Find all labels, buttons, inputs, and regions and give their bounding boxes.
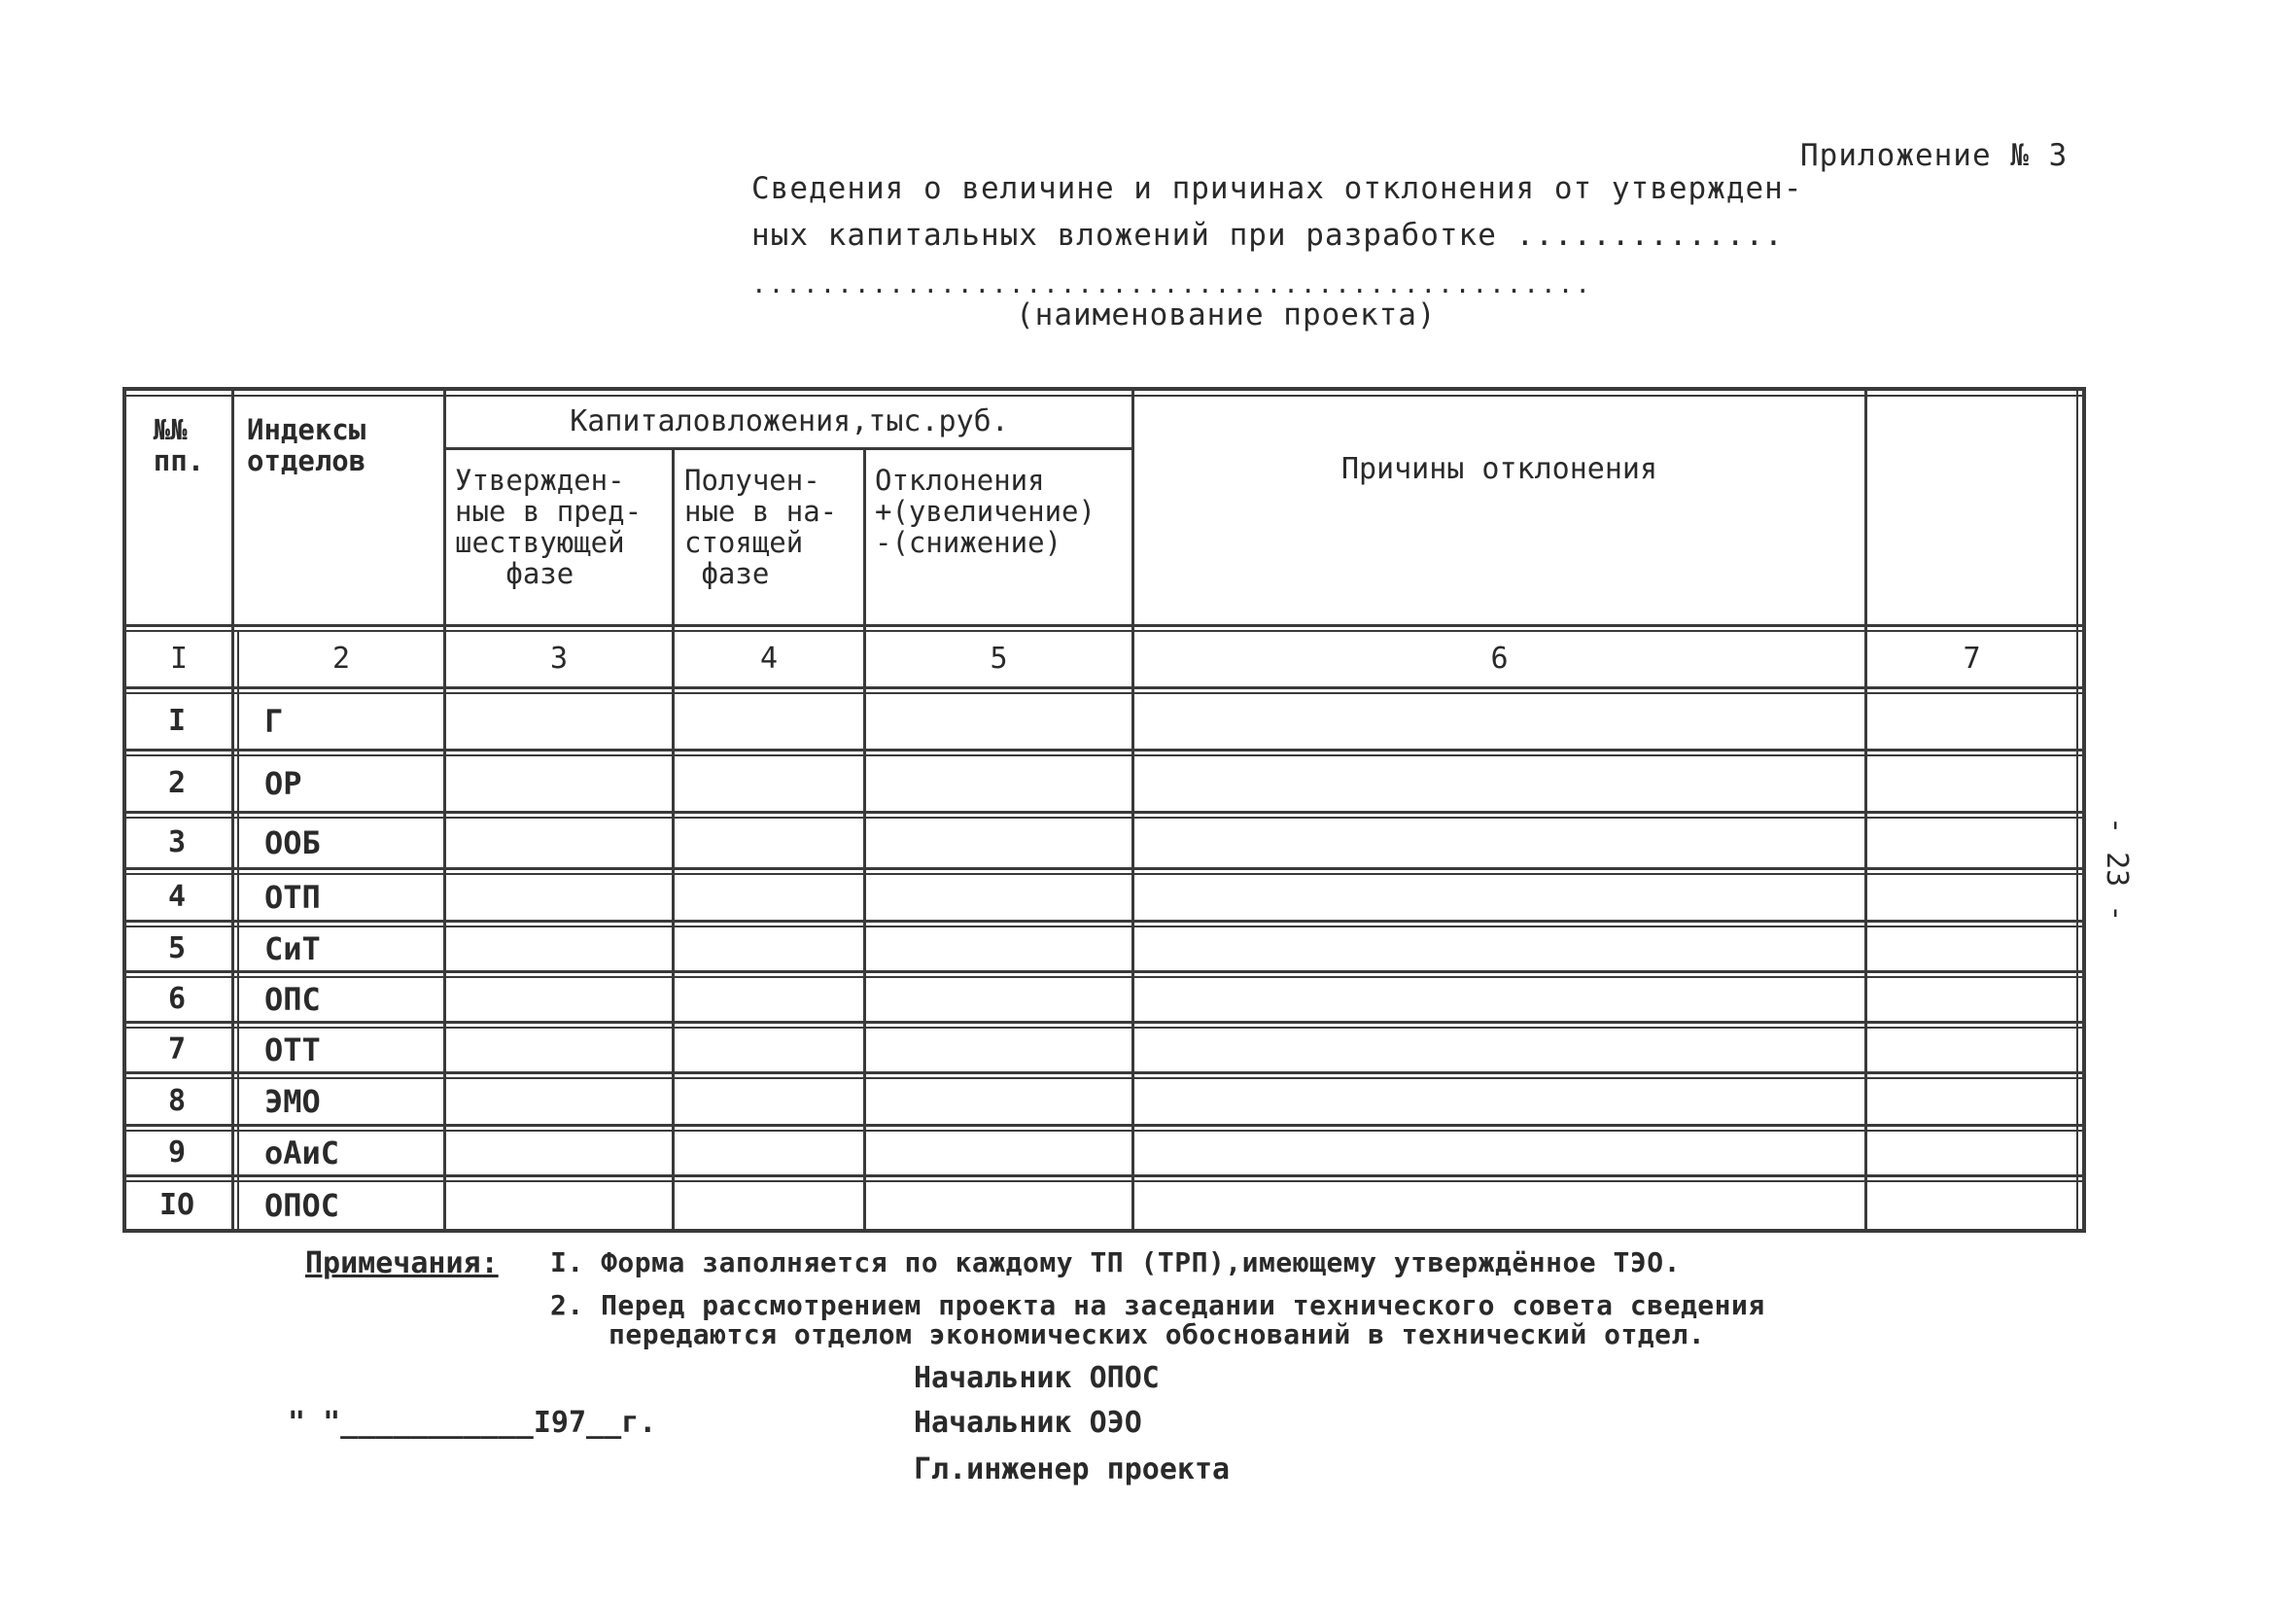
note-2: 2. Перед рассмотрением проекта на заседании технического совета сведения: [550, 1289, 1765, 1321]
row-dept: ОТТ: [264, 1031, 321, 1068]
row-dept: ОПС: [264, 981, 321, 1018]
signature-chief-engineer: Гл.инженер проекта: [914, 1452, 1231, 1486]
row-number: 9: [167, 1136, 187, 1170]
title-line-1: Сведения о величине и причинах отклонения от утвержден-: [751, 171, 1803, 206]
note-1: I. Форма заполняется по каждому ТП (ТРП),имеющему утверждённое ТЭО.: [550, 1246, 1681, 1278]
header-deviation: Отклонения +(увеличение) -(снижение): [875, 464, 1096, 559]
col-number: I: [169, 642, 189, 676]
title-line-2: ных капитальных вложений при разработке ..............: [751, 218, 1784, 253]
col-number: 2: [331, 642, 351, 676]
header-col7: [1867, 397, 2076, 624]
row-number: 3: [167, 825, 187, 859]
row-dept: Г: [264, 703, 284, 740]
date-field: " "___________I97__г.: [288, 1406, 657, 1440]
row-dept: ООБ: [264, 824, 321, 861]
col-number: 7: [1963, 642, 1981, 676]
row-dept: СиТ: [264, 930, 321, 967]
appendix-label: Приложение № 3: [1800, 138, 2069, 173]
row-number: IO: [158, 1188, 195, 1222]
col-number: 3: [549, 642, 569, 676]
signature-head-opos: Начальник ОПОС: [914, 1361, 1160, 1395]
signature-head-oeo: Начальник ОЭО: [914, 1406, 1142, 1440]
col-number: 6: [1490, 642, 1509, 676]
note-2-continuation: передаются отделом экономических обоснований в технический отдел.: [609, 1318, 1706, 1350]
row-dept: оАиС: [264, 1135, 340, 1171]
row-number: I: [167, 704, 187, 738]
page-number: - 23 -: [2100, 817, 2134, 923]
row-number: 6: [167, 982, 187, 1016]
row-dept: ОР: [264, 765, 302, 802]
header-received: Получен- ные в на- стоящей фазе: [684, 464, 838, 590]
row-number: 4: [167, 880, 187, 914]
header-reasons: Причины отклонения: [1340, 452, 1658, 486]
row-number: 5: [167, 931, 187, 965]
col-number: 4: [759, 642, 779, 676]
project-name-blank: .................................................: [751, 270, 1593, 299]
row-number: 8: [167, 1084, 187, 1118]
deviation-table: [122, 387, 2086, 1233]
row-dept: ОТП: [264, 879, 321, 916]
notes-label: Примечания:: [305, 1246, 499, 1280]
row-number: 2: [167, 766, 187, 800]
header-num: №№ пп.: [153, 413, 205, 477]
row-number: 7: [167, 1032, 187, 1066]
row-dept: ОПОС: [264, 1187, 340, 1224]
row-dept: ЭМО: [264, 1083, 321, 1120]
header-approved: Утвержден- ные в пред- шествующей фазе: [455, 464, 643, 590]
col-number: 5: [990, 642, 1008, 676]
header-capital-investment: Капиталовложения,тыс.руб.: [570, 404, 1009, 438]
header-dept-index: Индексы отделов: [247, 413, 366, 477]
project-name-caption: (наименование проекта): [1016, 297, 1437, 332]
